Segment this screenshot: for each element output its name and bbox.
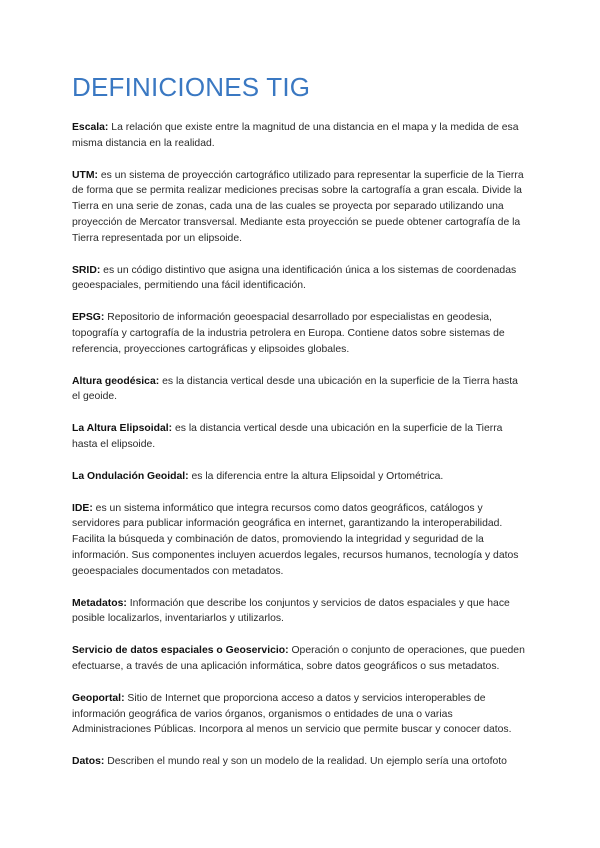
- definition-term: Geoportal:: [72, 692, 125, 704]
- definition-term: Escala:: [72, 122, 109, 133]
- definition-text: Operación o conjunto de operaciones, que pueden efectuarse, a través de una aplicación informática, sobre datos geográficos o sus metadatos.: [72, 645, 525, 672]
- definition-text: es la distancia vertical desde una ubicación en la superficie de la Tierra hasta el elipsoide.: [72, 423, 503, 450]
- definition-term: Servicio de datos espaciales o Geoservicio:: [72, 645, 289, 657]
- definition-srid: [72, 263, 527, 295]
- definition-term: EPSG:: [72, 312, 105, 324]
- definition-text: es un sistema de proyección cartográfico utilizado para representar la superficie de la Tierra de forma que se permita realizar mediciones precisas sobre la cartografía a gran escala. Divide la Tierra en una serie de zonas, cada una de las cuales se proyecta por separado utilizando una proyección de Mercator transversal. Mediante esta proyección se puede obtener cartografía de la Tierra representada por un elipsoide.: [72, 169, 524, 244]
- definition-text: La relación que existe entre la magnitud de una distancia en el mapa y la medida de esa misma distancia en la realidad.: [72, 122, 519, 149]
- definition-term: La Altura Elipsoidal:: [72, 423, 173, 435]
- definition-text: es la diferencia entre la altura Elipsoidal y Ortométrica.: [188, 470, 444, 482]
- document-page: [72, 0, 527, 786]
- definition-term: IDE:: [72, 502, 93, 514]
- definition-term: UTM:: [72, 169, 98, 181]
- definition-ondulacion-geoidal: [72, 469, 527, 485]
- definition-text: Información que describe los conjuntos y servicios de datos espaciales y que hace posible localizarlos, inventariarlos y utilizarlos.: [72, 597, 510, 625]
- definition-geoportal: [72, 691, 527, 738]
- definition-altura-elipsoidal: [72, 421, 527, 453]
- definition-ide: [72, 501, 527, 580]
- definition-epsg: [72, 310, 527, 357]
- definition-text: es un código distintivo que asigna una identificación única a los sistemas de coordenadas geoespaciales, permitiendo una fácil identificación.: [72, 264, 517, 292]
- definition-text: Sitio de Internet que proporciona acceso a datos y servicios interoperables de información geográfica de varios órganos, organismos o entidades de una o varias Administraciones Públicas. Incorpora al menos un servicio que permite buscar y conocer datos.: [72, 692, 512, 736]
- definition-term: Datos:: [72, 756, 105, 768]
- definition-term: Metadatos:: [72, 597, 127, 609]
- definition-geoservicio: [72, 643, 527, 675]
- definition-utm: [72, 168, 527, 247]
- definition-term: SRID:: [72, 264, 101, 276]
- definitions-list: [72, 120, 527, 770]
- definition-text: es un sistema informático que integra recursos como datos geográficos, catálogos y servidores para publicar información geográfica en internet, garantizando la interoperabilidad. Facilita la búsqueda y combinación de datos, promoviendo la integridad y seguridad de la información. Sus componentes incluyen acuerdos legales, recursos humanos, tecnología y datos geoespaciales documentados con metadatos.: [72, 502, 519, 577]
- definition-text: Describen el mundo real y son un modelo de la realidad. Un ejemplo sería una ortofoto: [104, 756, 507, 768]
- definition-term: Altura geodésica:: [72, 375, 160, 387]
- definition-term: La Ondulación Geoidal:: [72, 470, 189, 482]
- definition-datos: [72, 754, 527, 770]
- document-title: DEFINICIONES TIG: [72, 72, 311, 102]
- definition-metadatos: [72, 596, 527, 628]
- definition-altura-geodesica: [72, 374, 527, 406]
- definition-escala: [72, 120, 527, 152]
- definition-text: Repositorio de información geoespacial desarrollado por especialistas en geodesia, topografía y cartografía de la industria petrolera en Europa. Contiene datos sobre sistemas de referencia, proyecciones cartográficas y elipsoides globales.: [72, 312, 505, 355]
- definition-text: es la distancia vertical desde una ubicación en la superficie de la Tierra hasta el geoide.: [72, 375, 518, 403]
